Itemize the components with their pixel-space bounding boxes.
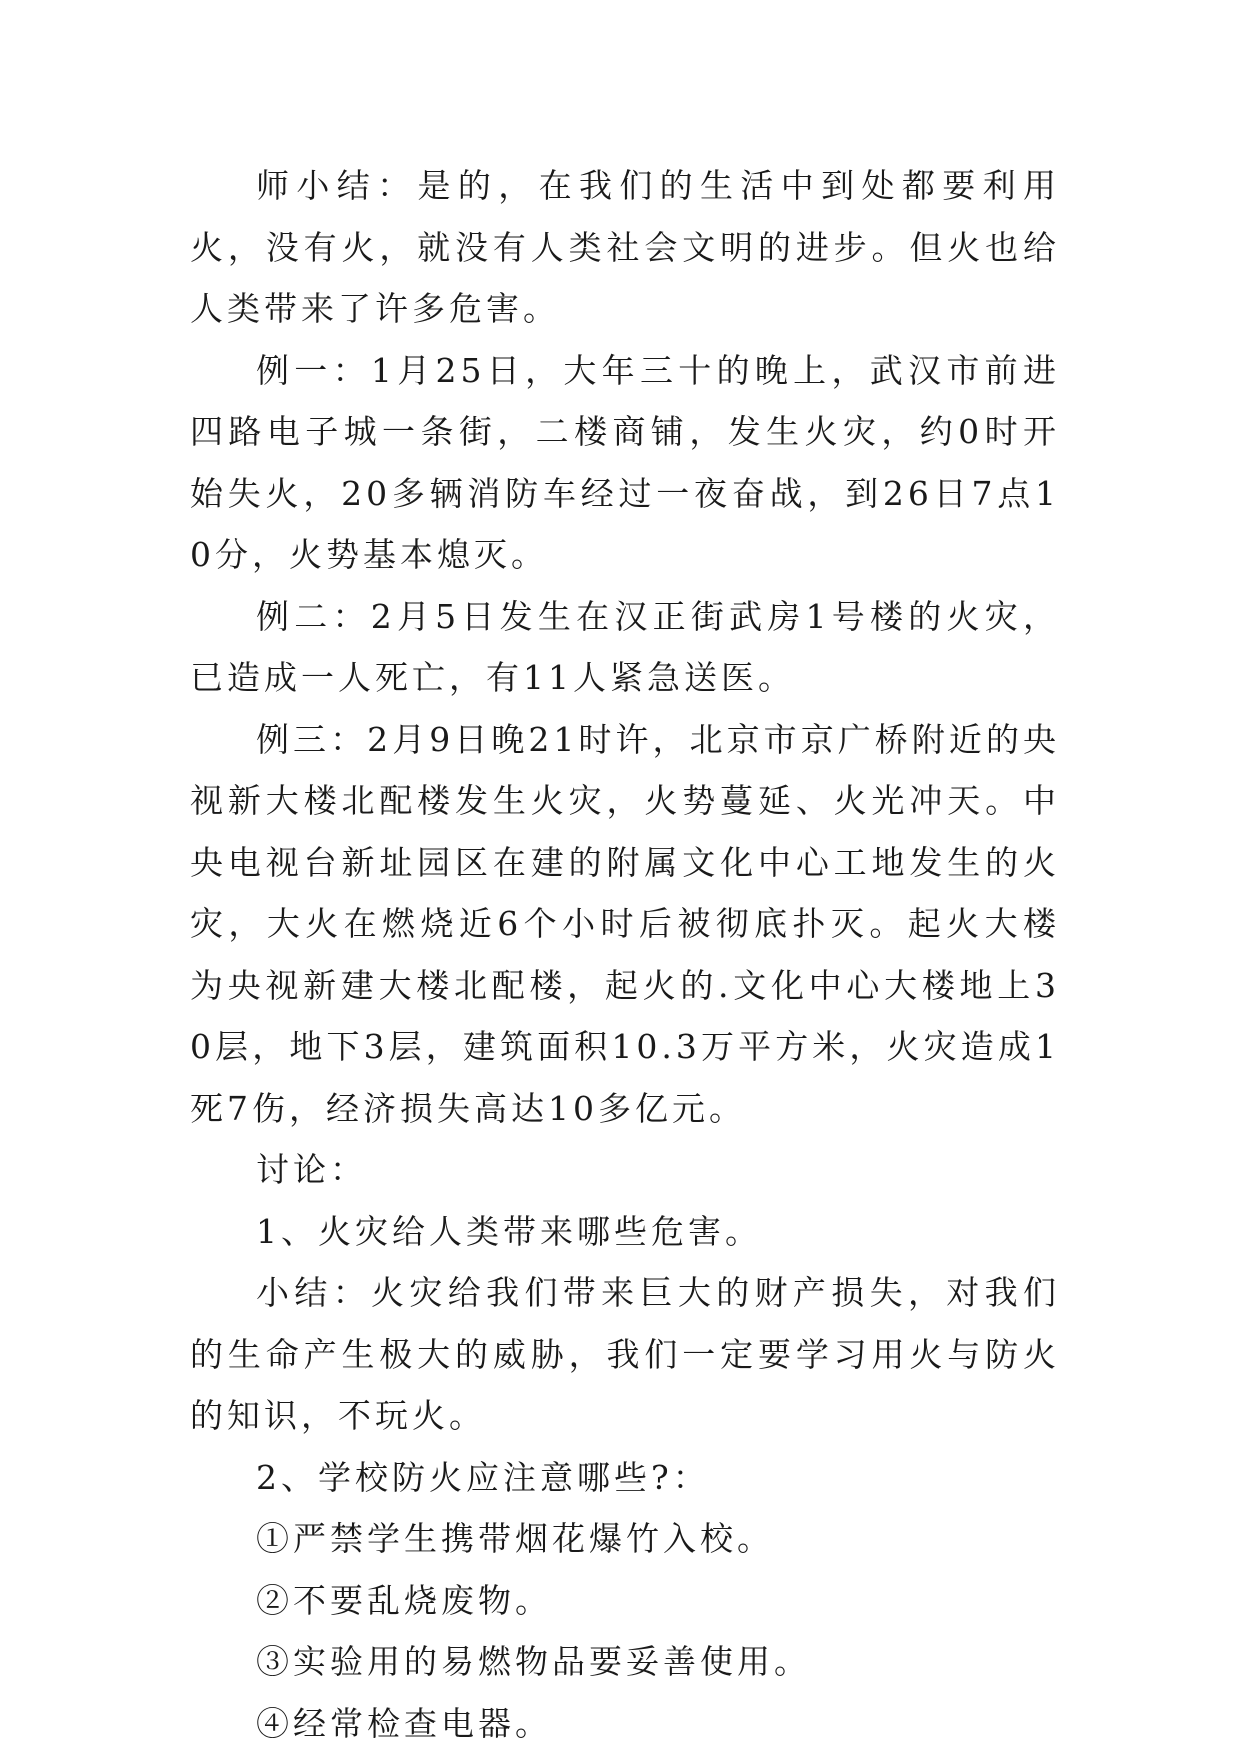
list-item: ①严禁学生携带烟花爆竹入校。 — [256, 1519, 774, 1558]
document-body — [190, 155, 1060, 1754]
list-item: ④经常检查电器。 — [256, 1703, 552, 1743]
example-one-paragraph: 例一：1月25日，大年三十的晚上，武汉市前进四路电子城一条街，二楼商铺，发生火灾，约0时开始失火，20多辆消防车经过一夜奋战，到26日7点10分，火势基本熄灭。 — [190, 350, 1060, 574]
example-two-paragraph: 例二：2月5日发生在汉正街武房1号楼的火灾，已造成一人死亡，有11人紧急送医。 — [190, 596, 1060, 697]
list-item: ③实验用的易燃物品要妥善使用。 — [256, 1642, 811, 1681]
discussion-question-2: 2、学校防火应注意哪些?： — [256, 1457, 710, 1497]
discussion-heading: 讨论： — [256, 1150, 367, 1189]
discussion-question-1: 1、火灾给人类带来哪些危害。 — [256, 1211, 762, 1251]
teacher-summary-paragraph: 师小结：是的，在我们的生活中到处都要利用火，没有火，就没有人类社会文明的进步。但火也给人类带来了许多危害。 — [190, 166, 1060, 328]
list-item: ②不要乱烧废物。 — [256, 1580, 552, 1620]
summary-paragraph: 小结：火灾给我们带来巨大的财产损失，对我们的生命产生极大的威胁，我们一定要学习用火与防火的知识，不玩火。 — [190, 1273, 1060, 1435]
example-three-paragraph: 例三：2月9日晚21时许，北京市京广桥附近的央视新大楼北配楼发生火灾，火势蔓延、火光冲天。中央电视台新址园区在建的附属文化中心工地发生的火灾，大火在燃烧近6个小时后被彻底扑灭。起火大楼为央视新建大楼北配楼，起火的.文化中心大楼地上30层，地下3层，建筑面积10.3万平方米，火灾造成1死7伤，经济损失高达10多亿元。 — [190, 719, 1060, 1128]
